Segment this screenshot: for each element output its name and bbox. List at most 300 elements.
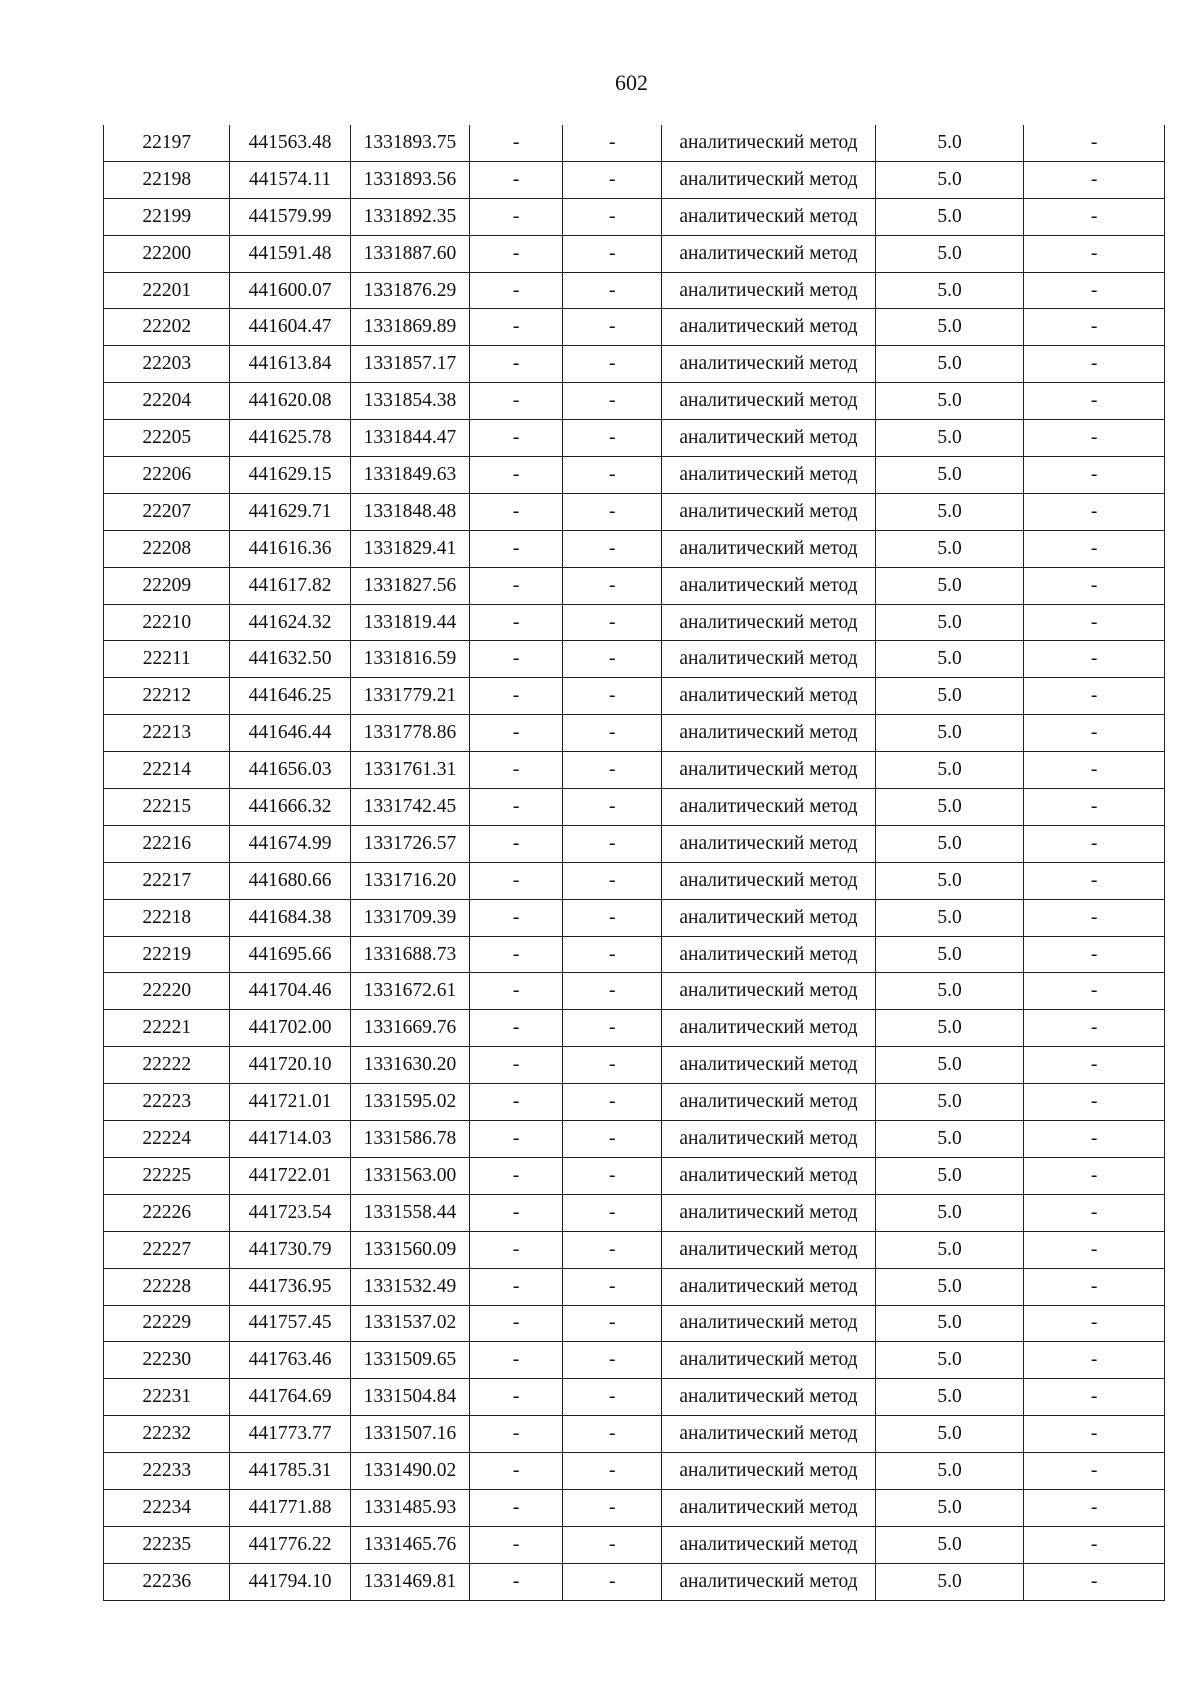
- field-4-cell: -: [470, 678, 563, 715]
- accuracy-cell: 5.0: [875, 899, 1024, 936]
- accuracy-cell: 5.0: [875, 161, 1024, 198]
- accuracy-cell: 5.0: [875, 1047, 1024, 1084]
- field-4-cell: -: [470, 1010, 563, 1047]
- x-coordinate-cell: 441632.50: [230, 641, 350, 678]
- accuracy-cell: 5.0: [875, 862, 1024, 899]
- table-row: [104, 457, 1165, 494]
- field-5-cell: -: [563, 899, 662, 936]
- method-cell: аналитический метод: [662, 1342, 875, 1379]
- table-row: [104, 1526, 1165, 1563]
- field-4-cell: -: [470, 1453, 563, 1490]
- field-5-cell: -: [563, 567, 662, 604]
- table-row: [104, 1157, 1165, 1194]
- y-coordinate-cell: 1331509.65: [350, 1342, 469, 1379]
- point-number-cell: 22235: [104, 1526, 230, 1563]
- accuracy-cell: 5.0: [875, 1342, 1024, 1379]
- accuracy-cell: 5.0: [875, 1416, 1024, 1453]
- point-number-cell: 22198: [104, 161, 230, 198]
- field-4-cell: -: [470, 1489, 563, 1526]
- y-coordinate-cell: 1331558.44: [350, 1194, 469, 1231]
- point-number-cell: 22203: [104, 346, 230, 383]
- y-coordinate-cell: 1331560.09: [350, 1231, 469, 1268]
- table-row: [104, 1305, 1165, 1342]
- field-8-cell: -: [1024, 678, 1165, 715]
- field-4-cell: -: [470, 1526, 563, 1563]
- y-coordinate-cell: 1331485.93: [350, 1489, 469, 1526]
- method-cell: аналитический метод: [662, 1416, 875, 1453]
- field-4-cell: -: [470, 235, 563, 272]
- table-row: [104, 1379, 1165, 1416]
- point-number-cell: 22210: [104, 604, 230, 641]
- x-coordinate-cell: 441616.36: [230, 530, 350, 567]
- field-4-cell: -: [470, 1121, 563, 1158]
- x-coordinate-cell: 441563.48: [230, 125, 350, 161]
- point-number-cell: 22209: [104, 567, 230, 604]
- field-5-cell: -: [563, 825, 662, 862]
- field-8-cell: -: [1024, 1268, 1165, 1305]
- accuracy-cell: 5.0: [875, 1305, 1024, 1342]
- field-5-cell: -: [563, 420, 662, 457]
- point-number-cell: 22214: [104, 752, 230, 789]
- table-row: [104, 604, 1165, 641]
- accuracy-cell: 5.0: [875, 420, 1024, 457]
- method-cell: аналитический метод: [662, 899, 875, 936]
- point-number-cell: 22227: [104, 1231, 230, 1268]
- x-coordinate-cell: 441776.22: [230, 1526, 350, 1563]
- field-5-cell: -: [563, 862, 662, 899]
- method-cell: аналитический метод: [662, 1489, 875, 1526]
- accuracy-cell: 5.0: [875, 1194, 1024, 1231]
- field-8-cell: -: [1024, 198, 1165, 235]
- field-5-cell: -: [563, 752, 662, 789]
- y-coordinate-cell: 1331893.75: [350, 125, 469, 161]
- field-4-cell: -: [470, 1157, 563, 1194]
- field-4-cell: -: [470, 1342, 563, 1379]
- x-coordinate-cell: 441680.66: [230, 862, 350, 899]
- field-8-cell: -: [1024, 1526, 1165, 1563]
- x-coordinate-cell: 441646.44: [230, 715, 350, 752]
- table-row: [104, 161, 1165, 198]
- method-cell: аналитический метод: [662, 346, 875, 383]
- field-4-cell: -: [470, 420, 563, 457]
- field-5-cell: -: [563, 1563, 662, 1600]
- x-coordinate-cell: 441629.15: [230, 457, 350, 494]
- method-cell: аналитический метод: [662, 125, 875, 161]
- method-cell: аналитический метод: [662, 604, 875, 641]
- field-5-cell: -: [563, 604, 662, 641]
- field-5-cell: -: [563, 1010, 662, 1047]
- accuracy-cell: 5.0: [875, 936, 1024, 973]
- point-number-cell: 22197: [104, 125, 230, 161]
- x-coordinate-cell: 441666.32: [230, 789, 350, 826]
- field-8-cell: -: [1024, 309, 1165, 346]
- field-4-cell: -: [470, 936, 563, 973]
- method-cell: аналитический метод: [662, 1194, 875, 1231]
- method-cell: аналитический метод: [662, 383, 875, 420]
- point-number-cell: 22220: [104, 973, 230, 1010]
- field-5-cell: -: [563, 1121, 662, 1158]
- point-number-cell: 22231: [104, 1379, 230, 1416]
- table-row: [104, 235, 1165, 272]
- field-4-cell: -: [470, 125, 563, 161]
- x-coordinate-cell: 441785.31: [230, 1453, 350, 1490]
- method-cell: аналитический метод: [662, 235, 875, 272]
- accuracy-cell: 5.0: [875, 1121, 1024, 1158]
- y-coordinate-cell: 1331779.21: [350, 678, 469, 715]
- field-5-cell: -: [563, 678, 662, 715]
- table-row: [104, 862, 1165, 899]
- field-8-cell: -: [1024, 1157, 1165, 1194]
- y-coordinate-cell: 1331876.29: [350, 272, 469, 309]
- y-coordinate-cell: 1331716.20: [350, 862, 469, 899]
- accuracy-cell: 5.0: [875, 1231, 1024, 1268]
- field-8-cell: -: [1024, 825, 1165, 862]
- field-8-cell: -: [1024, 1084, 1165, 1121]
- field-4-cell: -: [470, 1416, 563, 1453]
- coordinates-table: [103, 125, 1165, 1601]
- field-4-cell: -: [470, 530, 563, 567]
- table-row: [104, 789, 1165, 826]
- method-cell: аналитический метод: [662, 1526, 875, 1563]
- point-number-cell: 22205: [104, 420, 230, 457]
- field-4-cell: -: [470, 1084, 563, 1121]
- field-5-cell: -: [563, 973, 662, 1010]
- x-coordinate-cell: 441736.95: [230, 1268, 350, 1305]
- table-row: [104, 973, 1165, 1010]
- table-row: [104, 752, 1165, 789]
- x-coordinate-cell: 441656.03: [230, 752, 350, 789]
- y-coordinate-cell: 1331630.20: [350, 1047, 469, 1084]
- x-coordinate-cell: 441723.54: [230, 1194, 350, 1231]
- field-5-cell: -: [563, 1453, 662, 1490]
- field-8-cell: -: [1024, 1047, 1165, 1084]
- method-cell: аналитический метод: [662, 161, 875, 198]
- table-row: [104, 1194, 1165, 1231]
- field-5-cell: -: [563, 1342, 662, 1379]
- method-cell: аналитический метод: [662, 678, 875, 715]
- field-5-cell: -: [563, 125, 662, 161]
- accuracy-cell: 5.0: [875, 678, 1024, 715]
- field-5-cell: -: [563, 1157, 662, 1194]
- accuracy-cell: 5.0: [875, 567, 1024, 604]
- x-coordinate-cell: 441620.08: [230, 383, 350, 420]
- field-8-cell: -: [1024, 641, 1165, 678]
- accuracy-cell: 5.0: [875, 1489, 1024, 1526]
- field-8-cell: -: [1024, 1194, 1165, 1231]
- y-coordinate-cell: 1331893.56: [350, 161, 469, 198]
- field-4-cell: -: [470, 1563, 563, 1600]
- table-row: [104, 825, 1165, 862]
- point-number-cell: 22228: [104, 1268, 230, 1305]
- method-cell: аналитический метод: [662, 1157, 875, 1194]
- method-cell: аналитический метод: [662, 936, 875, 973]
- field-5-cell: -: [563, 530, 662, 567]
- x-coordinate-cell: 441613.84: [230, 346, 350, 383]
- field-5-cell: -: [563, 272, 662, 309]
- field-5-cell: -: [563, 493, 662, 530]
- field-8-cell: -: [1024, 1342, 1165, 1379]
- y-coordinate-cell: 1331507.16: [350, 1416, 469, 1453]
- field-4-cell: -: [470, 272, 563, 309]
- point-number-cell: 22199: [104, 198, 230, 235]
- accuracy-cell: 5.0: [875, 530, 1024, 567]
- x-coordinate-cell: 441730.79: [230, 1231, 350, 1268]
- x-coordinate-cell: 441721.01: [230, 1084, 350, 1121]
- y-coordinate-cell: 1331761.31: [350, 752, 469, 789]
- x-coordinate-cell: 441763.46: [230, 1342, 350, 1379]
- field-8-cell: -: [1024, 346, 1165, 383]
- field-8-cell: -: [1024, 1010, 1165, 1047]
- y-coordinate-cell: 1331849.63: [350, 457, 469, 494]
- y-coordinate-cell: 1331469.81: [350, 1563, 469, 1600]
- accuracy-cell: 5.0: [875, 125, 1024, 161]
- field-5-cell: -: [563, 309, 662, 346]
- field-5-cell: -: [563, 1047, 662, 1084]
- table-row: [104, 1010, 1165, 1047]
- x-coordinate-cell: 441794.10: [230, 1563, 350, 1600]
- field-5-cell: -: [563, 1305, 662, 1342]
- field-8-cell: -: [1024, 1489, 1165, 1526]
- field-8-cell: -: [1024, 1305, 1165, 1342]
- x-coordinate-cell: 441773.77: [230, 1416, 350, 1453]
- accuracy-cell: 5.0: [875, 1453, 1024, 1490]
- method-cell: аналитический метод: [662, 457, 875, 494]
- point-number-cell: 22204: [104, 383, 230, 420]
- table-row: [104, 383, 1165, 420]
- method-cell: аналитический метод: [662, 1453, 875, 1490]
- point-number-cell: 22230: [104, 1342, 230, 1379]
- x-coordinate-cell: 441591.48: [230, 235, 350, 272]
- method-cell: аналитический метод: [662, 1231, 875, 1268]
- point-number-cell: 22215: [104, 789, 230, 826]
- field-5-cell: -: [563, 1084, 662, 1121]
- field-8-cell: -: [1024, 420, 1165, 457]
- method-cell: аналитический метод: [662, 1305, 875, 1342]
- field-4-cell: -: [470, 715, 563, 752]
- method-cell: аналитический метод: [662, 752, 875, 789]
- accuracy-cell: 5.0: [875, 309, 1024, 346]
- field-4-cell: -: [470, 825, 563, 862]
- field-4-cell: -: [470, 383, 563, 420]
- x-coordinate-cell: 441625.78: [230, 420, 350, 457]
- field-5-cell: -: [563, 1416, 662, 1453]
- field-8-cell: -: [1024, 789, 1165, 826]
- x-coordinate-cell: 441702.00: [230, 1010, 350, 1047]
- field-4-cell: -: [470, 641, 563, 678]
- method-cell: аналитический метод: [662, 789, 875, 826]
- y-coordinate-cell: 1331816.59: [350, 641, 469, 678]
- point-number-cell: 22219: [104, 936, 230, 973]
- accuracy-cell: 5.0: [875, 1563, 1024, 1600]
- field-8-cell: -: [1024, 493, 1165, 530]
- field-8-cell: -: [1024, 457, 1165, 494]
- method-cell: аналитический метод: [662, 1121, 875, 1158]
- point-number-cell: 22217: [104, 862, 230, 899]
- accuracy-cell: 5.0: [875, 198, 1024, 235]
- field-5-cell: -: [563, 1268, 662, 1305]
- x-coordinate-cell: 441624.32: [230, 604, 350, 641]
- y-coordinate-cell: 1331778.86: [350, 715, 469, 752]
- point-number-cell: 22232: [104, 1416, 230, 1453]
- field-8-cell: -: [1024, 715, 1165, 752]
- y-coordinate-cell: 1331819.44: [350, 604, 469, 641]
- field-5-cell: -: [563, 161, 662, 198]
- point-number-cell: 22216: [104, 825, 230, 862]
- field-8-cell: -: [1024, 383, 1165, 420]
- point-number-cell: 22213: [104, 715, 230, 752]
- field-8-cell: -: [1024, 1416, 1165, 1453]
- field-4-cell: -: [470, 161, 563, 198]
- y-coordinate-cell: 1331672.61: [350, 973, 469, 1010]
- y-coordinate-cell: 1331869.89: [350, 309, 469, 346]
- method-cell: аналитический метод: [662, 1563, 875, 1600]
- y-coordinate-cell: 1331709.39: [350, 899, 469, 936]
- x-coordinate-cell: 441684.38: [230, 899, 350, 936]
- x-coordinate-cell: 441604.47: [230, 309, 350, 346]
- x-coordinate-cell: 441771.88: [230, 1489, 350, 1526]
- field-5-cell: -: [563, 641, 662, 678]
- field-5-cell: -: [563, 1194, 662, 1231]
- accuracy-cell: 5.0: [875, 641, 1024, 678]
- field-4-cell: -: [470, 567, 563, 604]
- field-5-cell: -: [563, 198, 662, 235]
- field-5-cell: -: [563, 235, 662, 272]
- accuracy-cell: 5.0: [875, 1526, 1024, 1563]
- point-number-cell: 22200: [104, 235, 230, 272]
- method-cell: аналитический метод: [662, 973, 875, 1010]
- field-8-cell: -: [1024, 973, 1165, 1010]
- point-number-cell: 22226: [104, 1194, 230, 1231]
- field-4-cell: -: [470, 1194, 563, 1231]
- y-coordinate-cell: 1331688.73: [350, 936, 469, 973]
- field-8-cell: -: [1024, 752, 1165, 789]
- field-8-cell: -: [1024, 235, 1165, 272]
- method-cell: аналитический метод: [662, 862, 875, 899]
- method-cell: аналитический метод: [662, 1379, 875, 1416]
- table-row: [104, 567, 1165, 604]
- field-4-cell: -: [470, 899, 563, 936]
- table-row: [104, 641, 1165, 678]
- x-coordinate-cell: 441714.03: [230, 1121, 350, 1158]
- accuracy-cell: 5.0: [875, 346, 1024, 383]
- point-number-cell: 22221: [104, 1010, 230, 1047]
- accuracy-cell: 5.0: [875, 235, 1024, 272]
- accuracy-cell: 5.0: [875, 789, 1024, 826]
- accuracy-cell: 5.0: [875, 383, 1024, 420]
- y-coordinate-cell: 1331742.45: [350, 789, 469, 826]
- table-row: [104, 309, 1165, 346]
- y-coordinate-cell: 1331490.02: [350, 1453, 469, 1490]
- point-number-cell: 22211: [104, 641, 230, 678]
- method-cell: аналитический метод: [662, 1047, 875, 1084]
- field-5-cell: -: [563, 936, 662, 973]
- x-coordinate-cell: 441579.99: [230, 198, 350, 235]
- y-coordinate-cell: 1331829.41: [350, 530, 469, 567]
- method-cell: аналитический метод: [662, 567, 875, 604]
- accuracy-cell: 5.0: [875, 272, 1024, 309]
- field-5-cell: -: [563, 383, 662, 420]
- table-row: [104, 1268, 1165, 1305]
- field-8-cell: -: [1024, 272, 1165, 309]
- y-coordinate-cell: 1331844.47: [350, 420, 469, 457]
- y-coordinate-cell: 1331532.49: [350, 1268, 469, 1305]
- method-cell: аналитический метод: [662, 198, 875, 235]
- table-body: [104, 125, 1165, 1600]
- field-8-cell: -: [1024, 1563, 1165, 1600]
- field-4-cell: -: [470, 1047, 563, 1084]
- table-row: [104, 678, 1165, 715]
- field-5-cell: -: [563, 715, 662, 752]
- table-row: [104, 1489, 1165, 1526]
- point-number-cell: 22218: [104, 899, 230, 936]
- y-coordinate-cell: 1331848.48: [350, 493, 469, 530]
- y-coordinate-cell: 1331857.17: [350, 346, 469, 383]
- y-coordinate-cell: 1331854.38: [350, 383, 469, 420]
- field-4-cell: -: [470, 862, 563, 899]
- field-8-cell: -: [1024, 936, 1165, 973]
- field-8-cell: -: [1024, 1453, 1165, 1490]
- field-4-cell: -: [470, 604, 563, 641]
- table-row: [104, 530, 1165, 567]
- method-cell: аналитический метод: [662, 309, 875, 346]
- y-coordinate-cell: 1331726.57: [350, 825, 469, 862]
- point-number-cell: 22229: [104, 1305, 230, 1342]
- table-row: [104, 1231, 1165, 1268]
- y-coordinate-cell: 1331892.35: [350, 198, 469, 235]
- field-8-cell: -: [1024, 567, 1165, 604]
- y-coordinate-cell: 1331586.78: [350, 1121, 469, 1158]
- field-8-cell: -: [1024, 899, 1165, 936]
- field-5-cell: -: [563, 1231, 662, 1268]
- method-cell: аналитический метод: [662, 1268, 875, 1305]
- field-4-cell: -: [470, 457, 563, 494]
- table-row: [104, 1047, 1165, 1084]
- accuracy-cell: 5.0: [875, 493, 1024, 530]
- accuracy-cell: 5.0: [875, 825, 1024, 862]
- point-number-cell: 22233: [104, 1453, 230, 1490]
- field-5-cell: -: [563, 1526, 662, 1563]
- x-coordinate-cell: 441674.99: [230, 825, 350, 862]
- x-coordinate-cell: 441695.66: [230, 936, 350, 973]
- y-coordinate-cell: 1331465.76: [350, 1526, 469, 1563]
- point-number-cell: 22236: [104, 1563, 230, 1600]
- point-number-cell: 22212: [104, 678, 230, 715]
- table-row: [104, 198, 1165, 235]
- field-8-cell: -: [1024, 125, 1165, 161]
- field-4-cell: -: [470, 1379, 563, 1416]
- table-row: [104, 899, 1165, 936]
- field-4-cell: -: [470, 309, 563, 346]
- table-row: [104, 715, 1165, 752]
- point-number-cell: 22225: [104, 1157, 230, 1194]
- accuracy-cell: 5.0: [875, 1084, 1024, 1121]
- field-8-cell: -: [1024, 862, 1165, 899]
- method-cell: аналитический метод: [662, 420, 875, 457]
- table-row: [104, 936, 1165, 973]
- field-8-cell: -: [1024, 1121, 1165, 1158]
- table-row: [104, 1084, 1165, 1121]
- x-coordinate-cell: 441574.11: [230, 161, 350, 198]
- method-cell: аналитический метод: [662, 530, 875, 567]
- x-coordinate-cell: 441720.10: [230, 1047, 350, 1084]
- method-cell: аналитический метод: [662, 825, 875, 862]
- method-cell: аналитический метод: [662, 1010, 875, 1047]
- table-row: [104, 420, 1165, 457]
- field-5-cell: -: [563, 1379, 662, 1416]
- point-number-cell: 22206: [104, 457, 230, 494]
- point-number-cell: 22208: [104, 530, 230, 567]
- table-row: [104, 1453, 1165, 1490]
